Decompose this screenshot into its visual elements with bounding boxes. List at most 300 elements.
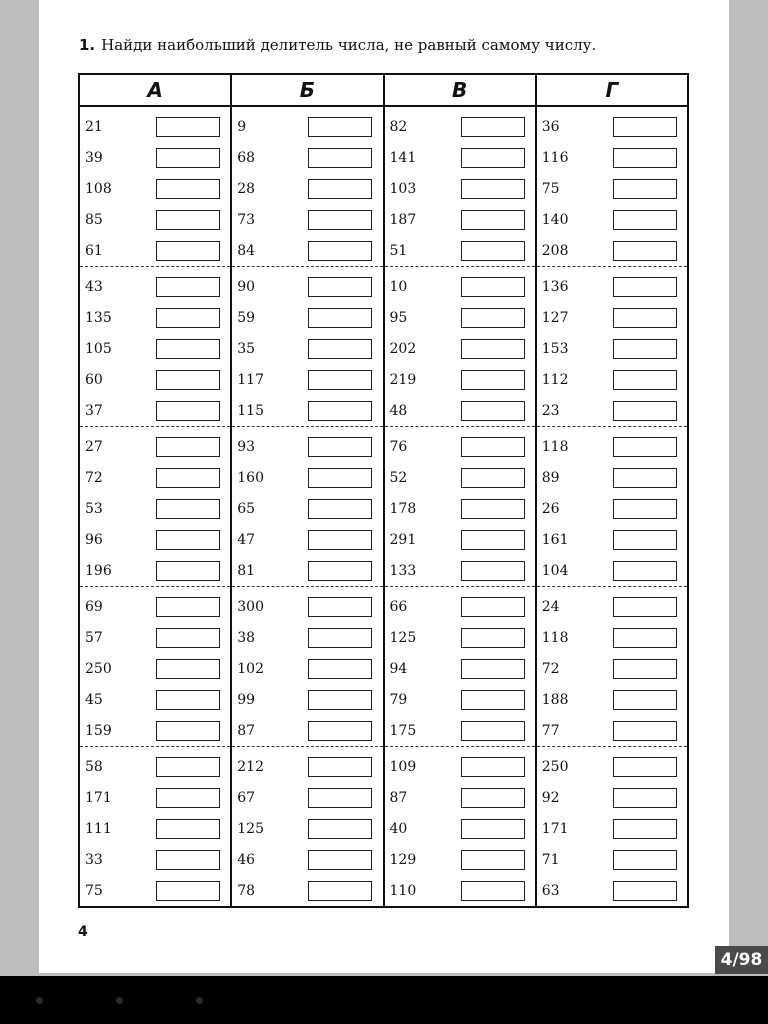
answer-box[interactable]	[461, 850, 525, 870]
number-value: 82	[389, 119, 408, 135]
number-group	[80, 107, 230, 267]
table-row	[80, 208, 230, 232]
number-value: 45	[85, 692, 103, 708]
table-row	[385, 657, 535, 681]
answer-box[interactable]	[308, 721, 372, 741]
answer-box[interactable]	[156, 210, 220, 230]
answer-box[interactable]	[308, 437, 372, 457]
number-value: 87	[237, 723, 256, 739]
number-value: 96	[85, 532, 103, 548]
number-value: 78	[237, 883, 256, 899]
table-row	[232, 559, 382, 583]
table-row	[80, 688, 230, 712]
page-number: 4	[78, 924, 88, 940]
table-row	[385, 368, 535, 392]
table-row	[80, 368, 230, 392]
table-column	[385, 75, 537, 906]
document-page	[39, 0, 729, 973]
number-value: 76	[389, 439, 408, 455]
answer-box[interactable]	[461, 499, 525, 519]
answers-table	[78, 73, 689, 908]
answer-box[interactable]	[308, 210, 372, 230]
number-value: 66	[389, 599, 408, 615]
table-row	[537, 657, 687, 681]
answer-box[interactable]	[461, 339, 525, 359]
number-value: 72	[85, 470, 103, 486]
answer-box[interactable]	[156, 597, 220, 617]
number-group	[232, 587, 382, 747]
table-row	[537, 497, 687, 521]
table-row	[385, 626, 535, 650]
number-value: 116	[541, 150, 569, 166]
answer-box[interactable]	[308, 561, 372, 581]
table-row	[385, 306, 535, 330]
table-row	[537, 435, 687, 459]
number-value: 212	[237, 759, 264, 775]
number-value: 73	[237, 212, 256, 228]
answer-box[interactable]	[613, 437, 677, 457]
number-value: 38	[237, 630, 256, 646]
table-row	[232, 595, 382, 619]
number-value: 202	[389, 341, 417, 357]
number-value: 69	[85, 599, 103, 615]
answer-box[interactable]	[308, 788, 372, 808]
number-value: 79	[389, 692, 408, 708]
number-value: 159	[85, 723, 112, 739]
answer-box[interactable]	[156, 339, 220, 359]
table-row	[80, 115, 230, 139]
table-row	[385, 239, 535, 263]
table-row	[80, 399, 230, 423]
number-value: 89	[541, 470, 560, 486]
answer-box[interactable]	[613, 788, 677, 808]
number-value: 10	[389, 279, 408, 295]
number-value: 51	[389, 243, 408, 259]
number-value: 115	[237, 403, 264, 419]
number-value: 291	[389, 532, 417, 548]
table-row	[537, 399, 687, 423]
table-row	[232, 208, 382, 232]
answer-box[interactable]	[156, 757, 220, 777]
number-value: 75	[85, 883, 103, 899]
answer-box[interactable]	[461, 659, 525, 679]
answer-box[interactable]	[461, 721, 525, 741]
answer-box[interactable]	[461, 757, 525, 777]
number-value: 175	[389, 723, 417, 739]
answer-box[interactable]	[156, 179, 220, 199]
answer-box[interactable]	[613, 530, 677, 550]
home-dot-icon[interactable]	[116, 997, 123, 1004]
answer-box[interactable]	[156, 788, 220, 808]
answer-box[interactable]	[156, 468, 220, 488]
table-row	[232, 879, 382, 903]
table-row	[385, 115, 535, 139]
number-value: 99	[237, 692, 256, 708]
answer-box[interactable]	[461, 561, 525, 581]
answer-box[interactable]	[308, 117, 372, 137]
number-value: 68	[237, 150, 256, 166]
answer-box[interactable]	[461, 210, 525, 230]
table-row	[80, 146, 230, 170]
answer-box[interactable]	[308, 339, 372, 359]
number-value: 53	[85, 501, 103, 517]
answer-box[interactable]	[308, 468, 372, 488]
table-row	[80, 657, 230, 681]
answer-box[interactable]	[461, 530, 525, 550]
table-row	[232, 497, 382, 521]
task-title	[79, 36, 596, 54]
table-row	[232, 115, 382, 139]
number-group	[385, 747, 535, 907]
answer-box[interactable]	[156, 499, 220, 519]
answer-box[interactable]	[461, 597, 525, 617]
answer-box[interactable]	[461, 277, 525, 297]
table-row	[80, 559, 230, 583]
table-row	[385, 879, 535, 903]
answer-box[interactable]	[461, 690, 525, 710]
column-header: А	[80, 75, 230, 107]
number-value: 61	[85, 243, 103, 259]
number-group	[232, 747, 382, 907]
answer-box[interactable]	[156, 437, 220, 457]
number-value: 103	[389, 181, 417, 197]
number-value: 110	[389, 883, 417, 899]
number-value: 39	[85, 150, 103, 166]
answer-box[interactable]	[613, 690, 677, 710]
answer-box[interactable]	[156, 530, 220, 550]
number-value: 111	[85, 821, 112, 837]
table-row	[537, 817, 687, 841]
answer-box[interactable]	[613, 850, 677, 870]
table-row	[537, 559, 687, 583]
table-row	[80, 177, 230, 201]
number-value: 125	[237, 821, 264, 837]
number-group	[385, 587, 535, 747]
table-row	[537, 368, 687, 392]
table-row	[232, 466, 382, 490]
answer-box[interactable]	[613, 721, 677, 741]
task-number: 1.	[79, 36, 96, 54]
answer-box[interactable]	[308, 179, 372, 199]
number-group	[232, 267, 382, 427]
number-value: 35	[237, 341, 256, 357]
number-group	[537, 267, 687, 427]
number-group	[232, 107, 382, 267]
table-row	[537, 879, 687, 903]
answer-box[interactable]	[308, 499, 372, 519]
number-value: 48	[389, 403, 408, 419]
number-value: 108	[85, 181, 112, 197]
number-value: 118	[541, 630, 569, 646]
number-value: 140	[541, 212, 569, 228]
table-row	[80, 497, 230, 521]
table-row	[537, 208, 687, 232]
answer-box[interactable]	[156, 561, 220, 581]
number-value: 21	[85, 119, 103, 135]
answer-box[interactable]	[156, 850, 220, 870]
number-value: 85	[85, 212, 103, 228]
answer-box[interactable]	[461, 401, 525, 421]
number-value: 102	[237, 661, 264, 677]
answer-box[interactable]	[308, 370, 372, 390]
number-value: 95	[389, 310, 408, 326]
answer-box[interactable]	[308, 277, 372, 297]
table-row	[80, 626, 230, 650]
answer-box[interactable]	[613, 308, 677, 328]
answer-box[interactable]	[308, 757, 372, 777]
answer-box[interactable]	[613, 819, 677, 839]
answer-box[interactable]	[461, 241, 525, 261]
answer-box[interactable]	[613, 370, 677, 390]
number-value: 63	[541, 883, 560, 899]
answer-box[interactable]	[613, 148, 677, 168]
number-value: 40	[389, 821, 408, 837]
table-row	[537, 115, 687, 139]
answer-box[interactable]	[308, 597, 372, 617]
table-row	[232, 239, 382, 263]
answer-box[interactable]	[461, 370, 525, 390]
answer-box[interactable]	[461, 628, 525, 648]
number-group	[80, 267, 230, 427]
table-row	[537, 688, 687, 712]
number-value: 84	[237, 243, 256, 259]
number-value: 117	[237, 372, 264, 388]
number-group	[232, 427, 382, 587]
table-row	[537, 275, 687, 299]
table-row	[385, 559, 535, 583]
answer-box[interactable]	[613, 241, 677, 261]
number-value: 77	[541, 723, 560, 739]
answer-box[interactable]	[308, 659, 372, 679]
table-row	[80, 275, 230, 299]
number-group	[80, 587, 230, 747]
answer-box[interactable]	[308, 628, 372, 648]
table-row	[385, 528, 535, 552]
answer-box[interactable]	[308, 881, 372, 901]
table-row	[232, 817, 382, 841]
answer-box[interactable]	[613, 628, 677, 648]
answer-box[interactable]	[156, 628, 220, 648]
answer-box[interactable]	[613, 468, 677, 488]
table-row	[385, 817, 535, 841]
number-value: 52	[389, 470, 408, 486]
number-value: 33	[85, 852, 103, 868]
answer-box[interactable]	[461, 117, 525, 137]
number-value: 71	[541, 852, 560, 868]
answer-box[interactable]	[613, 757, 677, 777]
table-row	[232, 626, 382, 650]
table-row	[385, 208, 535, 232]
table-row	[385, 399, 535, 423]
back-dot-icon[interactable]	[36, 997, 43, 1004]
answer-box[interactable]	[308, 308, 372, 328]
table-row	[80, 528, 230, 552]
table-row	[385, 848, 535, 872]
number-value: 67	[237, 790, 256, 806]
number-value: 37	[85, 403, 103, 419]
table-row	[537, 719, 687, 743]
answer-box[interactable]	[461, 437, 525, 457]
number-value: 188	[541, 692, 569, 708]
answer-box[interactable]	[461, 148, 525, 168]
number-value: 133	[389, 563, 417, 579]
number-value: 141	[389, 150, 417, 166]
table-row	[537, 146, 687, 170]
table-row	[537, 755, 687, 779]
answer-box[interactable]	[613, 179, 677, 199]
answer-box[interactable]	[613, 117, 677, 137]
table-row	[80, 595, 230, 619]
number-value: 105	[85, 341, 112, 357]
answer-box[interactable]	[308, 530, 372, 550]
table-row	[385, 595, 535, 619]
number-group	[385, 267, 535, 427]
answer-box[interactable]	[156, 690, 220, 710]
answer-box[interactable]	[308, 241, 372, 261]
table-row	[232, 177, 382, 201]
number-value: 72	[541, 661, 560, 677]
answer-box[interactable]	[156, 721, 220, 741]
answer-box[interactable]	[461, 308, 525, 328]
answer-box[interactable]	[461, 881, 525, 901]
answer-box[interactable]	[156, 401, 220, 421]
table-row	[232, 657, 382, 681]
table-row	[232, 528, 382, 552]
answer-box[interactable]	[156, 881, 220, 901]
answer-box[interactable]	[308, 401, 372, 421]
answer-box[interactable]	[156, 277, 220, 297]
answer-box[interactable]	[613, 561, 677, 581]
answer-box[interactable]	[613, 881, 677, 901]
number-value: 208	[541, 243, 569, 259]
number-group	[80, 747, 230, 907]
answer-box[interactable]	[156, 148, 220, 168]
table-row	[80, 435, 230, 459]
number-value: 23	[541, 403, 560, 419]
answer-box[interactable]	[613, 277, 677, 297]
table-row	[232, 146, 382, 170]
table-row	[232, 688, 382, 712]
answer-box[interactable]	[156, 659, 220, 679]
table-row	[385, 755, 535, 779]
answer-box[interactable]	[156, 370, 220, 390]
number-value: 127	[541, 310, 569, 326]
table-row	[537, 306, 687, 330]
table-row	[385, 497, 535, 521]
table-row	[537, 786, 687, 810]
number-value: 57	[85, 630, 103, 646]
number-group	[80, 427, 230, 587]
page-counter: 4/98	[715, 946, 768, 974]
table-row	[80, 879, 230, 903]
answer-box[interactable]	[308, 819, 372, 839]
answer-box[interactable]	[613, 210, 677, 230]
number-value: 250	[85, 661, 112, 677]
table-row	[385, 337, 535, 361]
table-row	[232, 368, 382, 392]
answer-box[interactable]	[156, 241, 220, 261]
number-value: 187	[389, 212, 417, 228]
number-value: 93	[237, 439, 256, 455]
table-row	[232, 435, 382, 459]
table-row	[232, 275, 382, 299]
number-value: 47	[237, 532, 256, 548]
table-row	[537, 626, 687, 650]
table-row	[80, 306, 230, 330]
number-value: 36	[541, 119, 560, 135]
answer-box[interactable]	[461, 179, 525, 199]
table-row	[80, 337, 230, 361]
table-row	[537, 239, 687, 263]
number-value: 9	[237, 119, 247, 135]
answer-box[interactable]	[613, 597, 677, 617]
number-value: 153	[541, 341, 569, 357]
column-header: Г	[537, 75, 687, 107]
number-value: 171	[85, 790, 112, 806]
table-row	[80, 239, 230, 263]
answer-box[interactable]	[308, 148, 372, 168]
table-row	[80, 848, 230, 872]
number-group	[385, 427, 535, 587]
table-row	[385, 146, 535, 170]
answer-box[interactable]	[461, 819, 525, 839]
number-value: 118	[541, 439, 569, 455]
answer-box[interactable]	[156, 819, 220, 839]
table-column	[80, 75, 232, 906]
answer-box[interactable]	[461, 788, 525, 808]
number-value: 125	[389, 630, 417, 646]
table-row	[80, 755, 230, 779]
number-value: 109	[389, 759, 417, 775]
table-row	[232, 337, 382, 361]
number-value: 26	[541, 501, 560, 517]
table-row	[385, 177, 535, 201]
answer-box[interactable]	[613, 499, 677, 519]
table-row	[537, 337, 687, 361]
table-column	[537, 75, 687, 906]
number-group	[537, 747, 687, 907]
answer-box[interactable]	[613, 339, 677, 359]
number-value: 90	[237, 279, 256, 295]
number-value: 94	[389, 661, 408, 677]
answer-box[interactable]	[156, 117, 220, 137]
number-value: 28	[237, 181, 256, 197]
number-value: 250	[541, 759, 569, 775]
answer-box[interactable]	[308, 690, 372, 710]
number-value: 87	[389, 790, 408, 806]
answer-box[interactable]	[156, 308, 220, 328]
answer-box[interactable]	[613, 659, 677, 679]
number-group	[537, 427, 687, 587]
number-value: 129	[389, 852, 417, 868]
number-value: 92	[541, 790, 560, 806]
navigation-bar	[0, 976, 768, 1024]
table-row	[385, 719, 535, 743]
answer-box[interactable]	[613, 401, 677, 421]
task-text: Найди наибольший делитель числа, не равный самому числу.	[101, 36, 597, 54]
number-group	[385, 107, 535, 267]
number-value: 219	[389, 372, 417, 388]
number-value: 135	[85, 310, 112, 326]
recent-dot-icon[interactable]	[196, 997, 203, 1004]
answer-box[interactable]	[461, 468, 525, 488]
number-value: 59	[237, 310, 256, 326]
number-value: 171	[541, 821, 569, 837]
answer-box[interactable]	[308, 850, 372, 870]
table-row	[232, 755, 382, 779]
table-row	[80, 719, 230, 743]
number-value: 43	[85, 279, 103, 295]
